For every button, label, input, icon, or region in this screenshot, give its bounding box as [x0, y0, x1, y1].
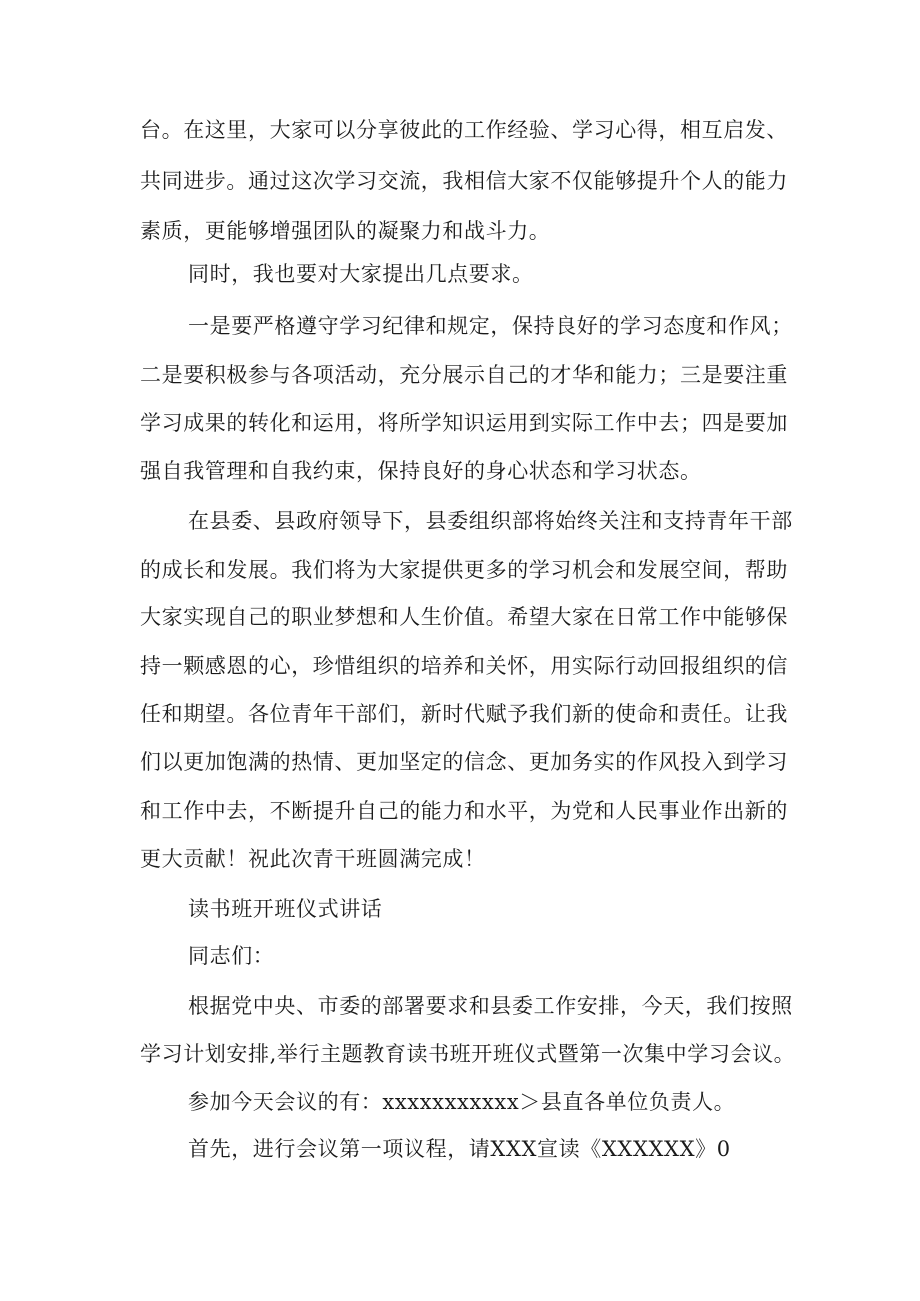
paragraph-line: 首先，进行会议第一项议程，请XXX宣读《XXXXXX》0 [188, 1137, 731, 1161]
paragraph-line: 二是要积极参与各项活动，充分展示自己的才华和能力；三是要注重 [140, 363, 788, 387]
salutation: 同志们： [188, 944, 275, 968]
paragraph-line: 强自我管理和自我约束，保持良好的身心状态和学习状态。 [140, 459, 702, 483]
paragraph-line: 的成长和发展。我们将为大家提供更多的学习机会和发展空间，帮助 [140, 558, 788, 582]
paragraph-line: 们以更加饱满的热情、更加坚定的信念、更加务实的作风投入到学习 [140, 750, 788, 774]
paragraph-line: 更大贡献！祝此次青干班圆满完成！ [140, 847, 486, 871]
paragraph-line: 学习成果的转化和运用，将所学知识运用到实际工作中去；四是要加 [140, 411, 788, 435]
paragraph-line: 参加今天会议的有：xxxxxxxxxxx＞县直各单位负责人。 [188, 1090, 736, 1114]
paragraph-line: 持一颗感恩的心，珍惜组织的培养和关怀，用实际行动回报组织的信 [140, 654, 788, 678]
paragraph-line: 和工作中去，不断提升自己的能力和水平，为党和人民事业作出新的 [140, 799, 788, 823]
paragraph-line: 素质，更能够增强团队的凝聚力和战斗力。 [140, 219, 551, 243]
paragraph-line: 台。在这里，大家可以分享彼此的工作经验、学习心得，相互启发、 [140, 118, 788, 142]
paragraph-line: 在县委、县政府领导下，县委组织部将始终关注和支持青年干部 [188, 509, 793, 533]
paragraph-line: 同时，我也要对大家提出几点要求。 [188, 262, 534, 286]
paragraph-line: 任和期望。各位青年干部们，新时代赋予我们新的使命和责任。让我 [140, 702, 788, 726]
paragraph-line: 根据党中央、市委的部署要求和县委工作安排，今天，我们按照 [188, 994, 793, 1018]
paragraph-line: 大家实现自己的职业梦想和人生价值。希望大家在日常工作中能够保 [140, 605, 788, 629]
paragraph-line: 一是要严格遵守学习纪律和规定，保持良好的学习态度和作风； [188, 314, 793, 338]
paragraph-line: 共同进步。通过这次学习交流，我相信大家不仅能够提升个人的能力 [140, 169, 788, 193]
paragraph-line: 学习计划安排,举行主题教育读书班开班仪式暨第一次集中学习会议。 [140, 1042, 796, 1066]
section-heading: 读书班开班仪式讲话 [188, 897, 383, 921]
